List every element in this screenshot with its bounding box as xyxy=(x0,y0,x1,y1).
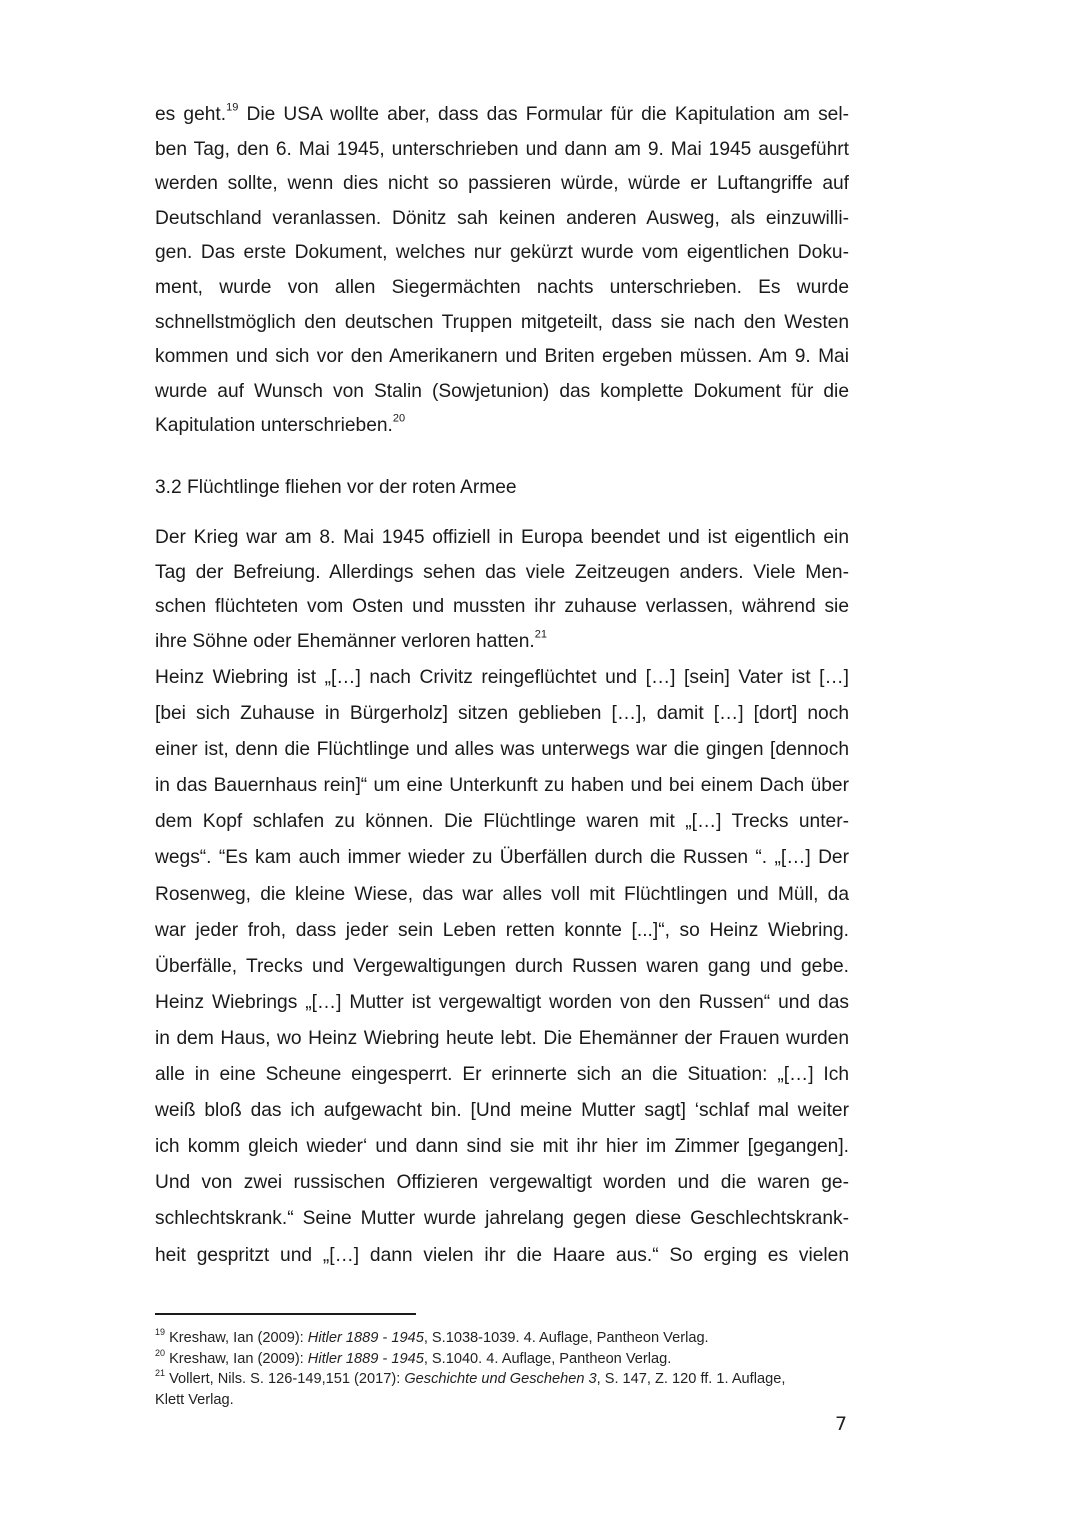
paragraph-war-end xyxy=(155,521,849,659)
text-line: schlechtskrank.“ Seine Mutter wurde jahrelang gegen diese Geschlechtskrank- xyxy=(155,1208,849,1230)
footnote-20: $^{20}$ Kreshaw, Ian (2009): Hitler 1889 - 1945, S.1040. 4. Auflage, Pantheon Verlag. xyxy=(155,1347,672,1367)
text-line: gen. Das erste Dokument, welches nur gekürzt wurde vom eigentlichen Doku- xyxy=(155,242,849,264)
text-line: wegs“. “Es kam auch immer wieder zu Überfällen durch die Russen “. „[…] Der xyxy=(155,847,849,869)
text-line: werden sollte, wenn dies nicht so passieren würde, würde er Luftangriffe auf xyxy=(155,173,849,195)
footnote-21: $^{21}$ Vollert, Nils. S. 126-149,151 (2017): Geschichte und Geschehen 3, S. 147, Z. 120 ff. 1. Auflage, Klett Verlag. xyxy=(155,1367,786,1408)
text-line: weiß bloß das ich aufgewacht bin. [Und meine Mutter sagt] ‘schlaf mal weiter xyxy=(155,1100,849,1122)
text-line: einer ist, denn die Flüchtlinge und alles was unterwegs war die gingen [dennoch xyxy=(155,739,849,761)
text-line: Heinz Wiebring ist „[…] nach Crivitz reingeflüchtet und […] [sein] Vater ist […] xyxy=(155,667,849,688)
text-line: [bei sich Zuhause in Bürgerholz] sitzen geblieben […], damit […] [dort] noch xyxy=(155,703,849,725)
text-line: Tag der Befreiung. Allerdings sehen das viele Zeitzeugen anders. Viele Men- xyxy=(155,561,849,583)
paragraph-capitulation xyxy=(155,98,849,444)
text-line: in dem Haus, wo Heinz Wiebring heute lebt. Die Ehemänner der Frauen wurden xyxy=(155,1027,849,1049)
text-line: ich komm gleich wieder‘ und dann sind sie mit ihr hier im Zimmer [gegangen]. xyxy=(155,1136,849,1158)
footnote-separator xyxy=(155,1313,416,1315)
text-line: alle in eine Scheune eingesperrt. Er erinnerte sich an die Situation: „[…] Ich xyxy=(155,1064,849,1086)
text-line: war jeder froh, dass jeder sein Leben retten konnte [...]“, so Heinz Wiebring. xyxy=(155,919,849,941)
text-line: Kapitulation unterschrieben.$^{20}$ xyxy=(155,413,406,437)
footnote-ref-19[interactable]: 19 xyxy=(226,101,239,114)
footnote-ref-21[interactable]: 21 xyxy=(534,628,547,641)
section-heading: 3.2 Flüchtlinge fliehen vor der roten Armee xyxy=(155,477,517,498)
footnotes xyxy=(155,1328,855,1410)
footnote-19: $^{19}$ Kreshaw, Ian (2009): Hitler 1889 - 1945, S.1038-1039. 4. Auflage, Pantheon Verlag. xyxy=(155,1326,709,1346)
paragraph-witness-account xyxy=(155,660,849,1274)
page-number: 7 xyxy=(835,1413,848,1435)
text-line: ihre Söhne oder Ehemänner verloren hatten.$^{21}$ xyxy=(155,628,547,652)
text-line: in das Bauernhaus rein]“ um eine Unterkunft zu haben und bei einem Dach über xyxy=(155,775,849,797)
text-line: Rosenweg, die kleine Wiese, das war alles voll mit Flüchtlingen und Müll, da xyxy=(155,883,849,905)
text-line: schen flüchteten vom Osten und mussten ihr zuhause verlassen, während sie xyxy=(155,596,849,618)
text-line: Heinz Wiebrings „[…] Mutter ist vergewaltigt worden von den Russen“ und das xyxy=(155,991,849,1013)
text-line: schnellstmöglich den deutschen Truppen mitgeteilt, dass sie nach den Westen xyxy=(155,311,849,333)
text-line: es geht.$^{19}$ Die USA wollte aber, dass das Formular für die Kapitulation am sel- xyxy=(155,101,849,125)
text-line: ben Tag, den 6. Mai 1945, unterschrieben und dann am 9. Mai 1945 ausgeführt xyxy=(155,138,849,160)
text-line: ment, wurde von allen Siegermächten nachts unterschrieben. Es wurde xyxy=(155,276,849,298)
text-line: Überfälle, Trecks und Vergewaltigungen durch Russen waren gang und gebe. xyxy=(155,955,849,977)
text-line: kommen und sich vor den Amerikanern und Briten ergeben müssen. Am 9. Mai xyxy=(155,346,849,368)
text-line: dem Kopf schlafen zu können. Die Flüchtlinge waren mit „[…] Trecks unter- xyxy=(155,811,849,833)
footnote-ref-20[interactable]: 20 xyxy=(392,413,406,425)
text-line: Deutschland veranlassen. Dönitz sah keinen anderen Ausweg, als einzuwilli- xyxy=(155,207,849,229)
text-line: Der Krieg war am 8. Mai 1945 offiziell in Europa beendet und ist eigentlich ein xyxy=(155,527,849,548)
text-line: heit gespritzt und „[…] dann vielen ihr die Haare aus.“ So erging es vielen xyxy=(155,1244,849,1266)
text-line: wurde auf Wunsch von Stalin (Sowjetunion) das komplette Dokument für die xyxy=(155,380,849,402)
text-line: Und von zwei russischen Offizieren vergewaltigt worden und die waren ge- xyxy=(155,1172,849,1194)
